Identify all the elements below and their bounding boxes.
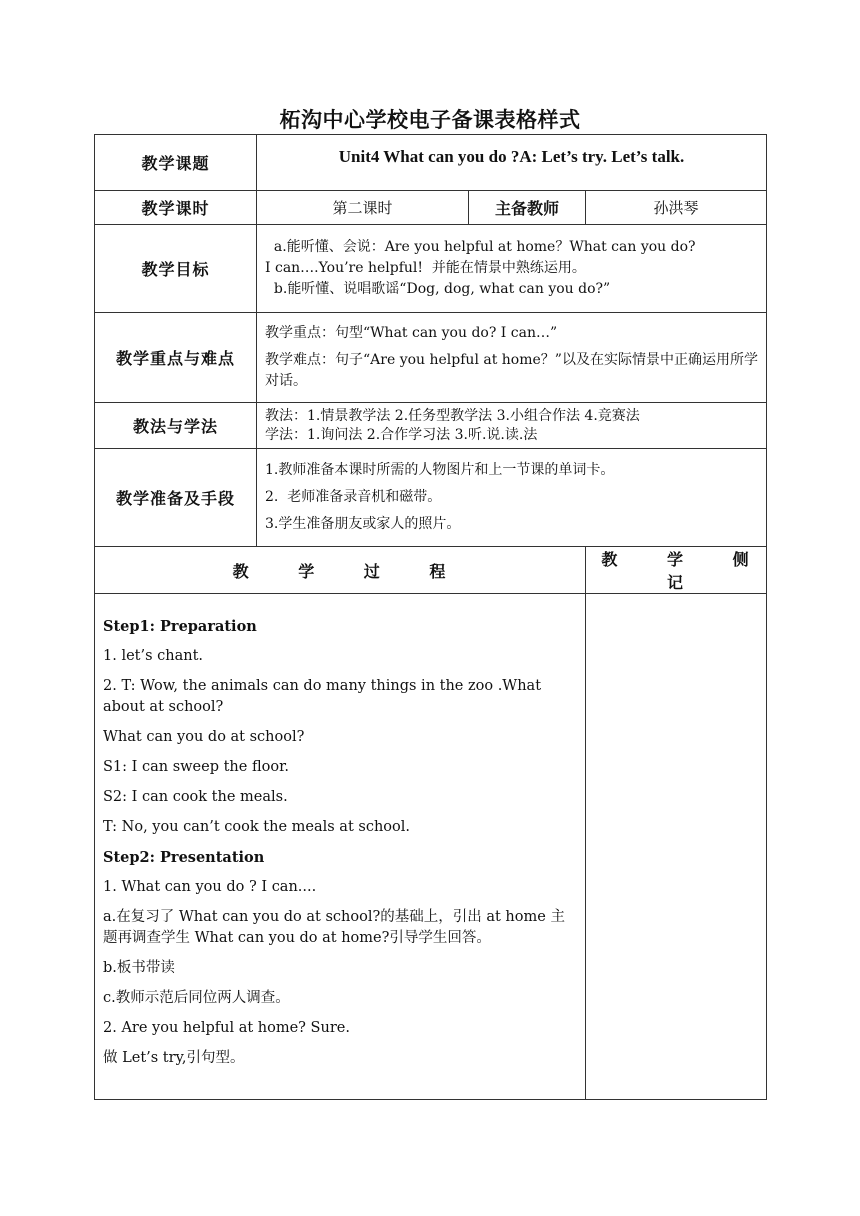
process-step: 1. What can you do ? I can....	[103, 879, 317, 895]
row-objectives	[95, 225, 767, 313]
process-step: 2. T: Wow, the animals can do many things in the zoo .What about at school?	[103, 678, 542, 715]
preparation-item: 3.学生准备朋友或家人的照片。	[265, 516, 461, 532]
process-step: 2. Are you helpful at home? Sure.	[103, 1020, 350, 1036]
row-process	[95, 594, 767, 1100]
process-step: a.在复习了 What can you do at school?的基础上，引出 at home 主题再调查学生 What can you do at home?引导学生回答。	[103, 909, 565, 946]
lesson-plan-table	[94, 134, 767, 1100]
objectives-content	[257, 225, 767, 313]
topic-label: 教学课题	[95, 135, 257, 191]
process-step: T: No, you can’t cook the meals at school.	[103, 819, 410, 835]
key-point-text: 教学重点：句型“What can you do? I can…”	[265, 325, 558, 341]
process-step: S1: I can sweep the floor.	[103, 759, 290, 775]
process-header: 教 学 过 程	[95, 547, 586, 594]
row-preparation	[95, 449, 767, 547]
preparation-item: 1.教师准备本课时所需的人物图片和上一节课的单词卡。	[265, 462, 615, 478]
notes-content	[586, 594, 767, 1100]
process-step: Step2: Presentation	[103, 849, 265, 866]
document-title: 柘沟中心学校电子备课表格样式	[279, 108, 581, 132]
teacher-name: 孙洪琴	[586, 191, 767, 225]
process-content	[95, 594, 586, 1100]
period-value: 第二课时	[257, 191, 469, 225]
process-step: 1. let’s chant.	[103, 648, 204, 664]
teaching-methods: 教法：1.情景教学法 2.任务型教学法 3.小组合作法 4.竞赛法	[265, 407, 640, 424]
row-process-header	[95, 547, 767, 594]
process-step: b.板书带读	[103, 960, 175, 976]
objectives-label: 教学目标	[95, 225, 257, 313]
row-topic	[95, 135, 767, 191]
period-label: 教学课时	[95, 191, 257, 225]
row-methods	[95, 403, 767, 449]
topic-value: Unit4 What can you do ?A: Let’s try. Let’s talk.	[257, 135, 767, 191]
process-step: c.教师示范后同位两人调查。	[103, 990, 290, 1006]
key-points-label: 教学重点与难点	[95, 313, 257, 403]
process-step: 做 Let’s try,引句型。	[103, 1050, 245, 1066]
process-step: S2: I can cook the meals.	[103, 789, 288, 805]
objective-line: a.能听懂、会说：Are you helpful at home？What can you do?	[265, 239, 696, 255]
row-period	[95, 191, 767, 225]
methods-content	[257, 403, 767, 449]
row-key-points	[95, 313, 767, 403]
preparation-item: 2. 老师准备录音机和磁带。	[265, 489, 442, 505]
methods-label: 教法与学法	[95, 403, 257, 449]
teacher-label: 主备教师	[469, 191, 586, 225]
difficulty-text: 教学难点：句子“Are you helpful at home？”以及在实际情景中正确运用所学对话。	[265, 352, 758, 389]
process-step: Step1: Preparation	[103, 618, 257, 635]
preparation-label: 教学准备及手段	[95, 449, 257, 547]
preparation-content	[257, 449, 767, 547]
learning-methods: 学法：1.询问法 2.合作学习法 3.听.说.读.法	[265, 426, 538, 443]
objective-line: I can….You’re helpful! 并能在情景中熟练运用。	[265, 260, 586, 276]
objective-line: b.能听懂、说唱歌谣“Dog, dog, what can you do?”	[265, 281, 611, 297]
key-points-content	[257, 313, 767, 403]
process-step: What can you do at school?	[103, 729, 305, 745]
notes-header: 教 学 侧 记	[586, 547, 767, 594]
process-steps	[103, 616, 577, 1069]
